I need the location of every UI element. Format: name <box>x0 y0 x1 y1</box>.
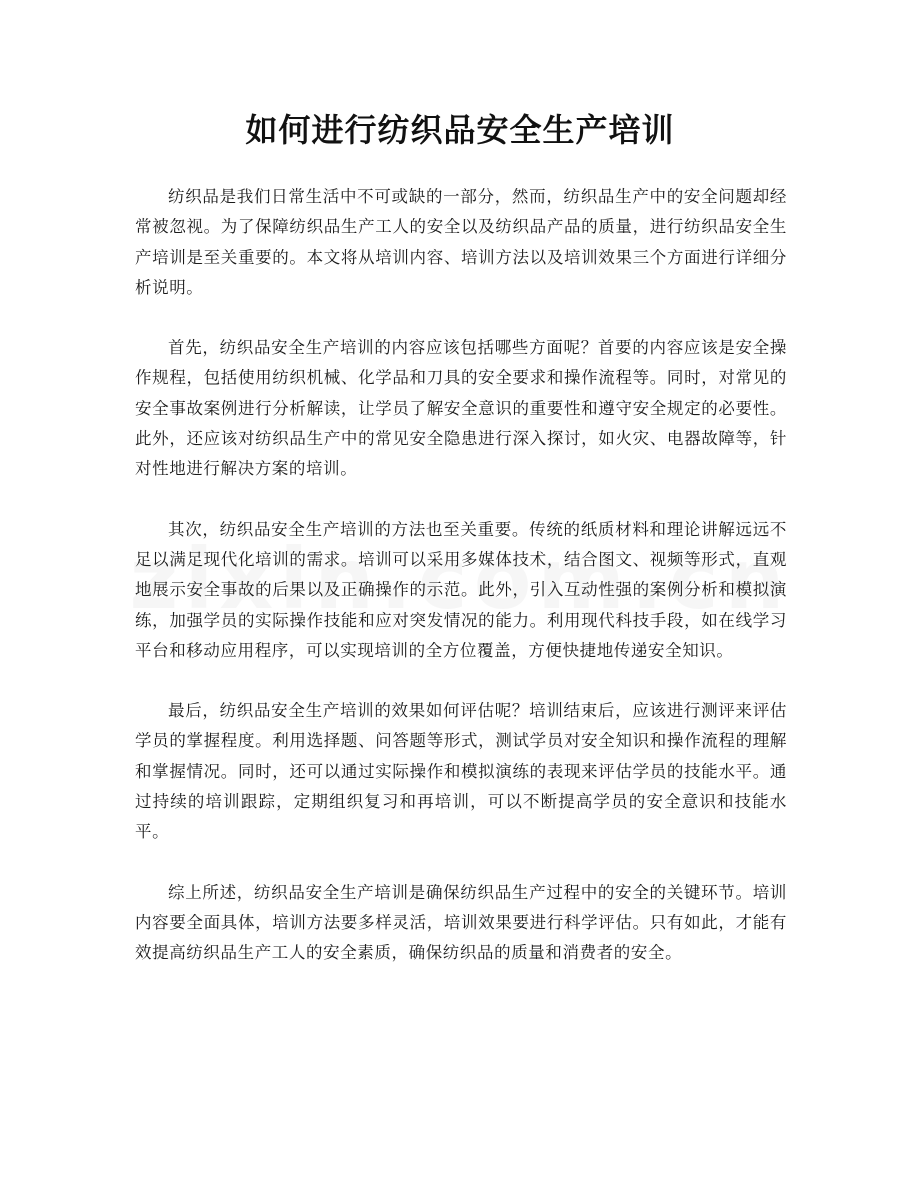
document-title: 如何进行纺织品安全生产培训 <box>245 111 675 149</box>
paragraph-methods: 其次，纺织品安全生产培训的方法也至关重要。传统的纸质材料和理论讲解远远不足以满足现代化培训的需求。培训可以采用多媒体技术，结合图文、视频等形式，直观地展示安全事故的后果以及正确操作的示范。此外，引入互动性强的案例分析和模拟演练，加强学员的实际操作技能和应对突发情况的能力。利用现代科技手段，如在线学习平台和移动应用程序，可以实现培训的全方位覆盖，方便快捷地传递安全知识。 <box>135 519 787 660</box>
document-body <box>135 182 787 999</box>
paragraph-evaluation: 最后，纺织品安全生产培训的效果如何评估呢？培训结束后，应该进行测评来评估学员的掌握程度。利用选择题、问答题等形式，测试学员对安全知识和操作流程的理解和掌握情况。同时，还可以通过实际操作和模拟演练的表现来评估学员的技能水平。通过持续的培训跟踪，定期组织复习和再培训，可以不断提高学员的安全意识和技能水平。 <box>135 701 787 842</box>
paragraph-content: 首先，纺织品安全生产培训的内容应该包括哪些方面呢？首要的内容应该是安全操作规程，包括使用纺织机械、化学品和刀具的安全要求和操作流程等。同时，对常见的安全事故案例进行分析解读，让学员了解安全意识的重要性和遵守安全规定的必要性。此外，还应该对纺织品生产中的常见安全隐患进行深入探讨，如火灾、电器故障等，针对性地进行解决方案的培训。 <box>135 338 787 479</box>
paragraph-conclusion: 综上所述，纺织品安全生产培训是确保纺织品生产过程中的安全的关键环节。培训内容要全面具体，培训方法要多样灵活，培训效果要进行科学评估。只有如此，才能有效提高纺织品生产工人的安全素质，确保纺织品的质量和消费者的安全。 <box>135 882 787 963</box>
paragraph-intro: 纺织品是我们日常生活中不可或缺的一部分，然而，纺织品生产中的安全问题却经常被忽视。为了保障纺织品生产工人的安全以及纺织品产品的质量，进行纺织品安全生产培训是至关重要的。本文将从培训内容、培训方法以及培训效果三个方面进行详细分析说明。 <box>135 187 787 297</box>
